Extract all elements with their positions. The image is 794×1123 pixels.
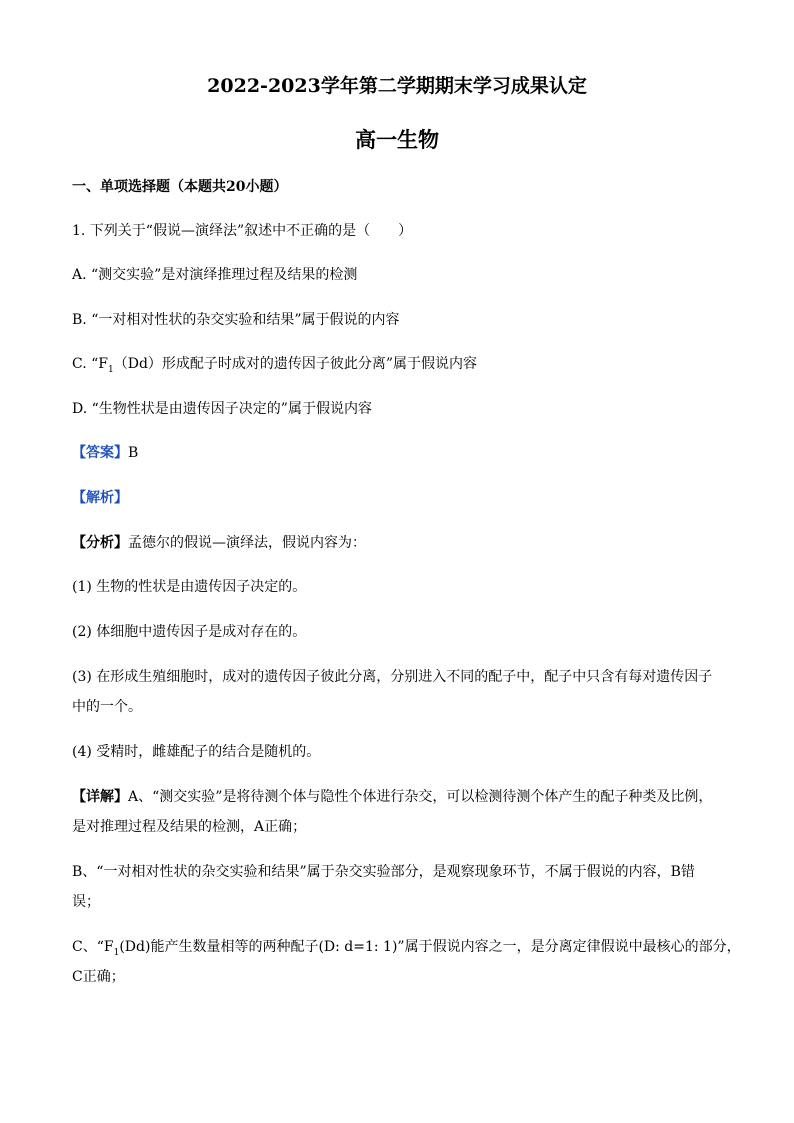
point-1: (1) 生物的性状是由遗传因子决定的。 [72,579,307,595]
option-c [72,355,722,373]
detail-a-text: A、“测交实验”是将待测个体与隐性个体进行杂交，可以检测待测个体产生的配子种类及比例， [128,789,713,805]
point-4: (4) 受精时，雌雄配子的结合是随机的。 [72,744,321,760]
detail-b-line1: B、“一对相对性状的杂交实验和结果”属于杂交实验部分，是观察现象环节，不属于假说的内容，B错 [72,864,695,880]
analysis-tag-line [72,489,722,507]
detail-c-post: (Dd)能产生数量相等的两种配子(D: d=1: 1)”属于假说内容之一，是分离定律假说中最核心的部分， [119,939,741,955]
detail-c-line2: C正确； [72,969,125,985]
point-3: (3) 在形成生殖细胞时，成对的遗传因子彼此分离，分别进入不同的配子中，配子中只含有每对遗传因子 [72,669,713,685]
point-2: (2) 体细胞中遗传因子是成对存在的。 [72,624,307,640]
detail-a-line1 [72,788,722,806]
option-b: B. “一对相对性状的杂交实验和结果”属于假说的内容 [72,312,400,328]
option-c-pre: C. “F [72,356,108,372]
point-3-cont: 中的一个。 [72,699,142,715]
section-heading: 一、单项选择题（本题共20小题） [72,179,288,195]
detail-b-line2: 误； [72,894,100,910]
document-title: 2022-2023学年第二学期期末学习成果认定 [207,75,587,97]
option-d: D. “生物性状是由遗传因子决定的”属于假说内容 [72,401,372,417]
detail-c-line1 [72,938,741,958]
option-a: A. “测交实验”是对演绎推理过程及结果的检测 [72,267,358,283]
option-c-subscript: 1 [107,364,114,375]
fenxi-tag: 【分析】 [72,535,128,551]
detail-a-line2: 是对推理过程及结果的检测，A正确； [72,819,307,835]
detail-tag: 【详解】 [72,789,128,805]
question-stem: 1. 下列关于“假说—演绎法”叙述中不正确的是（ ） [72,223,413,239]
answer-value: B [128,445,139,461]
fenxi-line [72,534,722,552]
detail-c-pre: C、“F [72,939,114,955]
answer-line [72,444,722,462]
subject-title: 高一生物 [355,127,439,152]
answer-tag: 【答案】 [72,445,128,461]
detail-c-subscript: 1 [113,947,120,958]
fenxi-text: 孟德尔的假说—演绎法，假说内容为： [128,535,366,551]
analysis-tag: 【解析】 [72,490,128,506]
option-c-post: （Dd）形成配子时成对的遗传因子彼此分离”属于假说内容 [113,356,478,372]
